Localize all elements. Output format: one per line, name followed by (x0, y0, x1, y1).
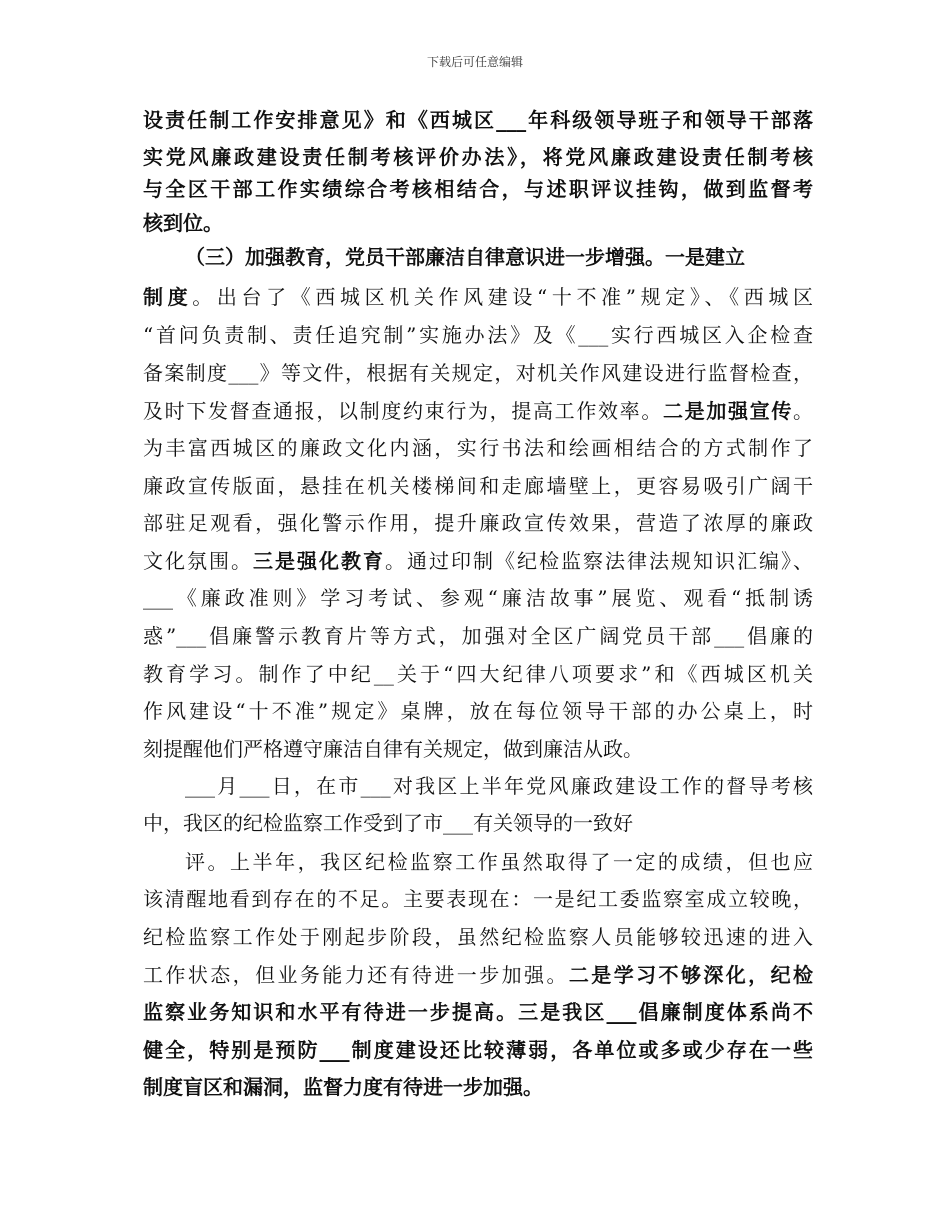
text-segment: 。出台了《西城区机关作风建设“十不准”规定》、《西城区 (192, 285, 814, 309)
text-segment: 备案制度___》等文件，根据有关规定，对机关作风建设进行监督检查， (143, 361, 813, 385)
text-line (185, 244, 813, 270)
text-line (185, 849, 813, 875)
text-segment: 二是学习不够深化，纪检 (568, 963, 814, 987)
text-segment: 。 (793, 399, 814, 423)
text-segment: ___《廉政准则》学习考试、参观“廉洁故事”展览、观看“抵制诱 (143, 586, 813, 610)
text-line (143, 360, 813, 386)
text-line (143, 107, 813, 133)
text-segment: 作风建设“十不准”规定》桌牌，放在每位领导干部的办公桌上，时 (143, 699, 813, 723)
text-line (185, 773, 813, 799)
text-line (143, 284, 813, 310)
text-segment: 中，我区的纪检监察工作受到了市___有关领导的一致好 (143, 811, 633, 835)
text-segment: 三是强化教育 (253, 549, 385, 573)
text-segment: 评。上半年，我区纪检监察工作虽然取得了一定的成绩，但也应 (185, 850, 813, 874)
text-line (143, 473, 813, 499)
text-line (143, 322, 813, 348)
text-segment: ___月___日，在市___对我区上半年党风廉政建设工作的督导考核 (185, 774, 813, 798)
text-segment: 。通过印制《纪检监察法律法规知识汇编》、 (385, 549, 813, 573)
text-segment: 文化氛围。 (143, 549, 253, 573)
text-segment: 为丰富西城区的廉政文化内涵，实行书法和绘画相结合的方式制作了 (143, 436, 813, 460)
text-segment: 纪检监察工作处于刚起步阶段，虽然纪检监察人员能够较迅速的进入 (143, 925, 813, 949)
text-segment: 廉政宣传版面，悬挂在机关楼梯间和走廊墙壁上，更容易吸引广阔干 (143, 474, 813, 498)
text-segment: 惑”___倡廉警示教育片等方式，加强对全区广阔党员干部___倡廉的 (143, 624, 813, 648)
text-line (143, 435, 813, 461)
text-segment: 及时下发督查通报，以制度约束行为，提高工作效率。 (143, 399, 663, 423)
text-segment: 制度盲区和漏洞，监督力度有待进一步加强。 (143, 1075, 543, 1099)
text-line (143, 1074, 813, 1100)
text-segment: 实党风廉政建设责任制考核评价办法》，将党风廉政建设责任制考核 (143, 145, 813, 169)
text-line (143, 736, 813, 762)
text-line (143, 810, 813, 836)
text-segment: 监察业务知识和水平有待进一步提高。三是我区___倡廉制度体系尚不 (143, 1000, 813, 1024)
text-line (143, 144, 813, 170)
text-segment: “首问负责制、责任追究制”实施办法》及《___实行西城区入企检查 (143, 323, 813, 347)
text-line (143, 548, 813, 574)
text-segment: 健全，特别是预防___制度建设还比较薄弱，各单位或多或少存在一些 (143, 1038, 813, 1062)
text-segment: 与全区干部工作实绩综合考核相结合，与述职评议挂钩，做到监督考 (143, 177, 813, 201)
text-line (143, 962, 813, 988)
text-line (143, 698, 813, 724)
text-line (143, 924, 813, 950)
text-segment: 教育学习。制作了中纪__关于“四大纪律八项要求”和《西城区机关 (143, 662, 813, 686)
text-segment: 部驻足观看，强化警示作用，提升廉政宣传效果，营造了浓厚的廉政 (143, 511, 813, 535)
text-line (143, 210, 813, 236)
text-line (143, 176, 813, 202)
text-line (143, 999, 813, 1025)
text-line (143, 886, 813, 912)
text-line (143, 510, 813, 536)
text-line (143, 623, 813, 649)
text-line (143, 661, 813, 687)
text-line (143, 398, 813, 424)
text-segment: （三）加强教育，党员干部廉洁自律意识进一步增强。一是建立 (185, 245, 745, 269)
text-segment: 该清醒地看到存在的不足。主要表现在：一是纪工委监察室成立较晚， (143, 887, 813, 911)
text-line (143, 1037, 813, 1063)
text-segment: 工作状态，但业务能力还有待进一步加强。 (143, 963, 569, 987)
text-segment: 刻提醒他们严格遵守廉洁自律有关规定，做到廉洁从政。 (143, 737, 643, 761)
text-segment: 核到位。 (143, 211, 223, 235)
text-line (143, 585, 813, 611)
text-segment: 设责任制工作安排意见》和《西城区___年科级领导班子和领导干部落 (143, 108, 813, 132)
text-segment: 制度 (143, 285, 193, 309)
text-segment: 二是加强宣传 (663, 399, 794, 423)
page-header: 下载后可任意编辑 (426, 55, 523, 69)
